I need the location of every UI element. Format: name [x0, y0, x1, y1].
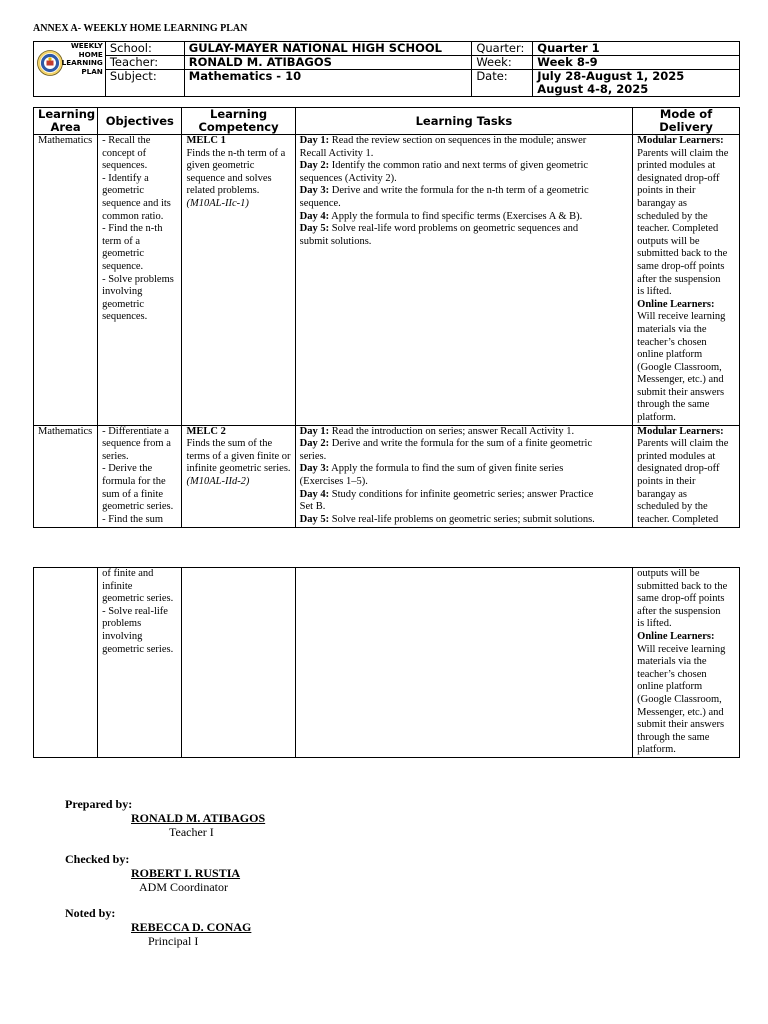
annex-title: ANNEX A- WEEKLY HOME LEARNING PLAN — [33, 23, 248, 34]
mode-line: same drop-off points — [637, 260, 725, 272]
task-line: Set B. — [299, 501, 326, 513]
mode-line: teacher’s chosen — [637, 336, 707, 348]
mode-line: Parents will claim the — [637, 147, 729, 159]
task-line — [300, 463, 629, 476]
signature-role: Checked by: — [65, 852, 130, 866]
mode-line: outputs will be — [637, 568, 700, 579]
melc-label: MELC 2 — [186, 425, 226, 437]
competency-cell — [182, 568, 295, 758]
col-learning-competency: Learning Competency — [182, 108, 295, 135]
weekly-home-learning-plan-label: WEEKLY HOME LEARNING PLAN — [61, 41, 103, 76]
signature-role: Prepared by: — [65, 797, 133, 811]
objective-line: geometric series. — [102, 643, 174, 655]
objective-line: sequences. — [102, 311, 148, 323]
competency-cell — [182, 425, 295, 527]
mode-line: submitted back to the — [637, 248, 728, 260]
modular-learners-label: Modular Learners: — [637, 425, 724, 437]
mode-line: barangay as — [637, 488, 688, 500]
task-line — [300, 514, 629, 527]
mode-line: through the same — [637, 731, 710, 743]
objectives-cell — [98, 568, 182, 758]
signature-title: Teacher I — [169, 825, 214, 839]
col-mode-of-delivery: Mode of Delivery — [633, 108, 740, 135]
date-value: July 28-August 1, 2025 August 4-8, 2025 — [533, 70, 740, 97]
learning-area-cell: Mathematics — [34, 425, 98, 527]
task-line — [300, 160, 629, 173]
mode-line: printed modules at — [637, 160, 716, 172]
task-line: series. — [299, 450, 327, 462]
learning-tasks-cell — [295, 568, 633, 758]
online-learners-label: Online Learners: — [637, 298, 715, 310]
deped-seal-icon — [37, 50, 63, 76]
online-learners-label: Online Learners: — [637, 630, 715, 642]
objective-line: - Differentiate a — [102, 425, 169, 437]
date-label: Date: — [472, 70, 533, 97]
signature-name: RONALD M. ATIBAGOS — [131, 811, 266, 825]
objective-line: problems — [102, 618, 142, 630]
objective-line: term of a — [102, 235, 140, 247]
mode-line: Messenger, etc.) and — [637, 374, 724, 386]
objective-line: sequence from a — [102, 438, 171, 450]
task-text: Study conditions for infinite geometric series; answer Practice — [329, 488, 594, 500]
task-text: Read the introduction on series; answer Recall Activity 1. — [329, 425, 575, 437]
objective-line: formula for the — [102, 476, 166, 488]
objective-line: of finite and — [102, 568, 154, 579]
objective-line: - Find the sum — [102, 513, 164, 525]
mode-line: teacher. Completed — [637, 513, 719, 525]
learning-tasks-cell — [295, 135, 633, 426]
mode-line: platform. — [637, 744, 676, 756]
task-line: sequences (Activity 2). — [299, 172, 397, 184]
objective-line: involving — [102, 286, 143, 298]
mode-line: designated drop-off — [637, 463, 720, 475]
objectives-cell — [98, 135, 182, 426]
mode-line: is lifted. — [637, 286, 672, 298]
mode-line: online platform — [637, 681, 703, 693]
task-line — [300, 438, 629, 451]
task-day: Day 3: — [299, 185, 330, 197]
signature-name: REBECCA D. CONAG — [131, 920, 252, 934]
competency-line: terms of a given finite or — [186, 450, 291, 462]
objective-line: sequences. — [102, 160, 148, 172]
task-text: Apply the formula to find specific terms (Exercises A & B). — [329, 210, 583, 222]
competency-line: related problems. — [186, 185, 260, 197]
mode-line: submit their answers — [637, 719, 725, 731]
mode-line: submitted back to the — [637, 580, 728, 592]
teacher-label: Teacher: — [105, 56, 184, 70]
table-row — [34, 135, 740, 426]
col-learning-tasks: Learning Tasks — [295, 108, 633, 135]
mode-line: same drop-off points — [637, 593, 725, 605]
competency-line: given geometric — [186, 160, 255, 172]
learning-plan-table-continued — [33, 567, 740, 758]
mode-line: designated drop-off — [637, 172, 720, 184]
competency-line: Finds the sum of the — [186, 438, 273, 450]
competency-line: sequence and solves — [186, 172, 272, 184]
quarter-label: Quarter: — [472, 42, 533, 56]
task-line — [300, 426, 629, 439]
mode-of-delivery-cell — [633, 135, 740, 426]
mode-line: through the same — [637, 399, 710, 411]
objective-line: involving — [102, 630, 143, 642]
week-value: Week 8-9 — [533, 56, 740, 70]
mode-line: Will receive learning — [637, 643, 726, 655]
mode-line: Messenger, etc.) and — [637, 706, 724, 718]
task-line: Recall Activity 1. — [299, 147, 374, 159]
task-text: Derive and write the formula for the n-th term of a geometric — [329, 185, 589, 197]
task-day: Day 4: — [299, 210, 330, 222]
mode-line: Will receive learning — [637, 311, 726, 323]
school-value: GULAY-MAYER NATIONAL HIGH SCHOOL — [184, 42, 472, 56]
mode-line: outputs will be — [637, 235, 700, 247]
signature-role: Noted by: — [65, 906, 116, 920]
subject-value: Mathematics - 10 — [184, 70, 472, 97]
learning-area-cell: Mathematics — [34, 135, 98, 426]
modular-learners-label: Modular Learners: — [637, 135, 724, 146]
objective-line: infinite — [102, 580, 133, 592]
objective-line: - Find the n-th — [102, 223, 163, 235]
task-day: Day 1: — [299, 425, 330, 437]
mode-line: submit their answers — [637, 386, 725, 398]
objective-line: geometric series. — [102, 593, 174, 605]
mode-of-delivery-cell — [633, 568, 740, 758]
task-line: (Exercises 1–5). — [299, 476, 368, 488]
task-line: sequence. — [299, 197, 341, 209]
signature-block-checked — [65, 852, 240, 894]
objective-line: concept of — [102, 147, 147, 159]
learning-area-cell — [34, 568, 98, 758]
objective-line: - Solve problems — [102, 273, 174, 285]
task-text: Identify the common ratio and next terms of given geometric — [329, 160, 589, 172]
mode-of-delivery-cell — [633, 425, 740, 527]
header-table — [33, 41, 740, 97]
objective-line: common ratio. — [102, 210, 164, 222]
objective-line: sum of a finite — [102, 488, 164, 500]
mode-line: platform. — [637, 412, 676, 424]
task-day: Day 4: — [299, 488, 330, 500]
objective-line: - Derive the — [102, 463, 153, 475]
task-day: Day 3: — [299, 463, 330, 475]
signature-title: ADM Coordinator — [139, 880, 228, 894]
mode-line: scheduled by the — [637, 210, 708, 222]
task-line — [300, 223, 629, 236]
task-day: Day 2: — [299, 160, 330, 172]
signature-block-prepared — [65, 797, 265, 839]
objectives-cell — [98, 425, 182, 527]
task-day: Day 5: — [299, 223, 330, 235]
signature-name: ROBERT I. RUSTIA — [131, 866, 241, 880]
mode-line: printed modules at — [637, 450, 716, 462]
learning-tasks-cell — [295, 425, 633, 527]
objective-line: series. — [102, 450, 129, 462]
mode-line: online platform — [637, 349, 703, 361]
mode-line: after the suspension — [637, 605, 721, 617]
task-day: Day 2: — [299, 438, 330, 450]
objective-line: geometric — [102, 298, 145, 310]
mode-line: points in their — [637, 185, 696, 197]
task-text: Solve real-life word problems on geometric sequences and — [329, 223, 579, 235]
table-row — [34, 425, 740, 527]
mode-line: barangay as — [637, 197, 688, 209]
objective-line: - Identify a — [102, 172, 149, 184]
week-label: Week: — [472, 56, 533, 70]
objective-line: geometric — [102, 248, 145, 260]
task-text: Apply the formula to find the sum of given finite series — [329, 463, 564, 475]
signature-title: Principal I — [148, 934, 199, 948]
objective-line: sequence. — [102, 260, 144, 272]
signature-block-noted — [65, 906, 251, 948]
objective-line: geometric series. — [102, 501, 174, 513]
mode-line: Parents will claim the — [637, 438, 729, 450]
task-day: Day 1: — [299, 135, 330, 146]
task-text: Solve real-life problems on geometric series; submit solutions. — [329, 513, 595, 525]
task-text: Read the review section on sequences in the module; answer — [329, 135, 587, 146]
col-learning-area: Learning Area — [34, 108, 98, 135]
subject-label: Subject: — [105, 70, 184, 97]
mode-line: points in their — [637, 476, 696, 488]
mode-line: (Google Classroom, — [637, 693, 722, 705]
mode-line: materials via the — [637, 656, 707, 668]
quarter-value: Quarter 1 — [533, 42, 740, 56]
mode-line: scheduled by the — [637, 501, 708, 513]
task-line — [300, 211, 629, 224]
competency-line: infinite geometric series. — [186, 463, 291, 475]
competency-code: (M10AL-IIc-1) — [186, 197, 249, 209]
objective-line: - Recall the — [102, 135, 151, 146]
objective-line: - Solve real-life — [102, 605, 168, 617]
mode-line: after the suspension — [637, 273, 721, 285]
task-line — [300, 185, 629, 198]
objective-line: geometric — [102, 185, 145, 197]
competency-code: (M10AL-IId-2) — [186, 476, 250, 488]
task-line: submit solutions. — [299, 235, 372, 247]
task-line — [300, 135, 629, 148]
melc-label: MELC 1 — [186, 135, 226, 146]
mode-line: is lifted. — [637, 618, 672, 630]
task-line — [300, 489, 629, 502]
learning-plan-table — [33, 107, 740, 528]
task-text: Derive and write the formula for the sum of a finite geometric — [329, 438, 593, 450]
mode-line: teacher’s chosen — [637, 668, 707, 680]
competency-line: Finds the n-th term of a — [186, 147, 286, 159]
mode-line: materials via the — [637, 323, 707, 335]
mode-line: teacher. Completed — [637, 223, 719, 235]
objective-line: sequence and its — [102, 197, 171, 209]
logo-cell — [34, 42, 106, 97]
school-label: School: — [105, 42, 184, 56]
competency-cell — [182, 135, 295, 426]
teacher-value: RONALD M. ATIBAGOS — [184, 56, 472, 70]
mode-line: (Google Classroom, — [637, 361, 722, 373]
col-objectives: Objectives — [98, 108, 182, 135]
table-row — [34, 568, 740, 758]
task-day: Day 5: — [299, 513, 330, 525]
